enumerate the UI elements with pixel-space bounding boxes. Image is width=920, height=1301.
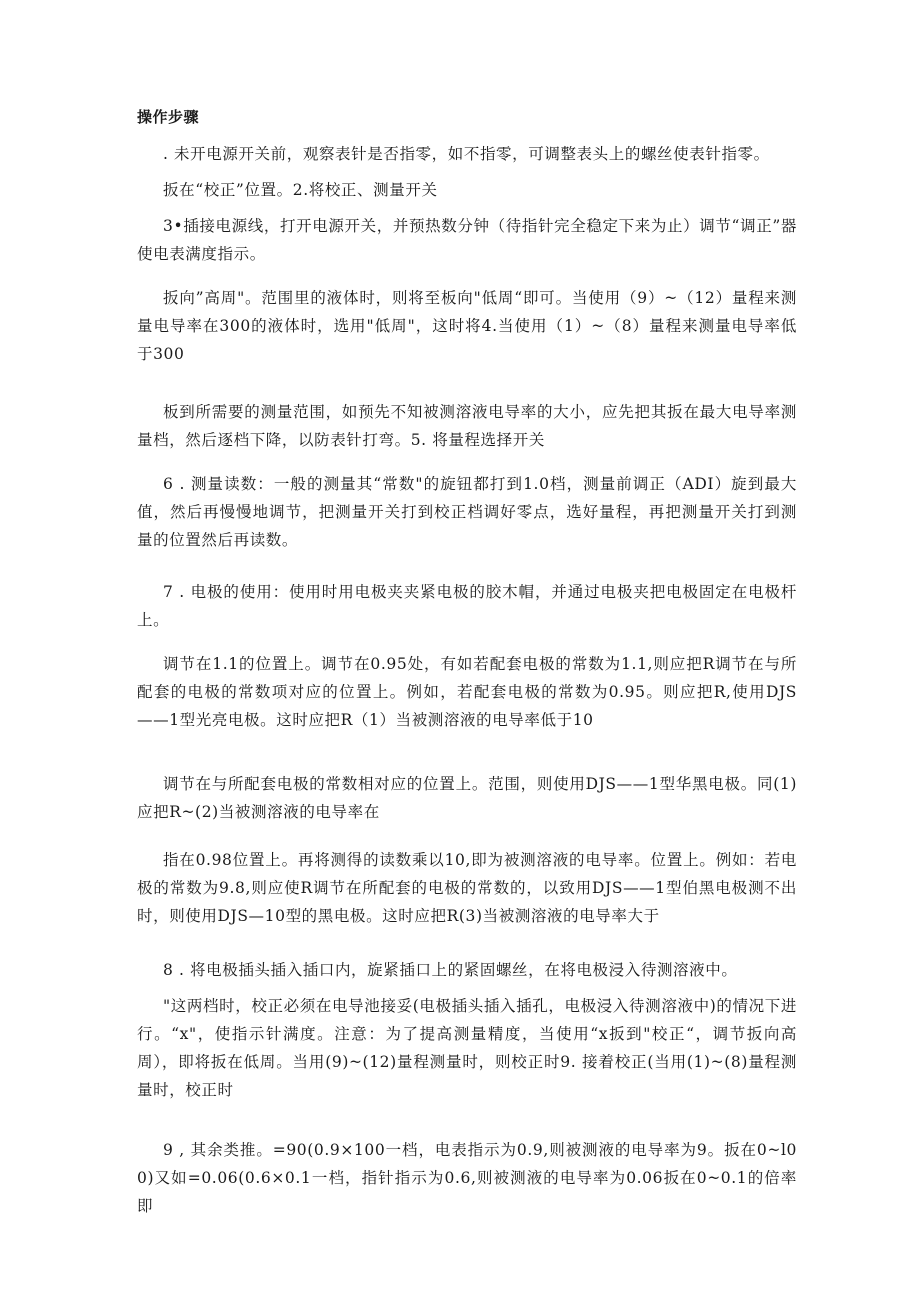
paragraph-electrode-3: 指在0.98位置上。再将测得的读数乘以10,即为被测溶液的电导率。位置上。例如：若电极的常数为9.8,则应使R调节在所配套的电极的常数的，以致用DJS——1型伯黑电极测不出时，则使用DJS—10型的黑电极。这时应把R(3)当被测溶液的电导率大于 bbox=[137, 851, 797, 925]
paragraph-electrode-1: 调节在1.1的位置上。调节在0.95处，有如若配套电极的常数为1.1,则应把R调节在与所配套的电极的常数项对应的位置上。例如，若配套电极的常数为0.95。则应把R,使用DJS——1型光亮电极。这时应把R（1）当被测溶液的电导率低于10 bbox=[137, 655, 797, 729]
paragraph-step-2: 扳在“校正”位置。2.将校正、测量开关 bbox=[163, 181, 438, 199]
paragraph-electrode-2: 调节在与所配套电极的常数相对应的位置上。范围，则使用DJS——1型华黑电极。同(1)应把R~(2)当被测溶液的电导率在 bbox=[137, 775, 797, 821]
paragraph-step-6: 6 . 测量读数：一般的测量其“常数"的旋钮都打到1.0档，测量前调正（ADI）旋到最大值，然后再慢慢地调节，把测量开关打到校正档调好零点，选好量程，再把测量开关打到测量的位置然后再读数。 bbox=[137, 475, 797, 549]
paragraph-step-5: 板到所需要的测量范围，如预先不知被测溶液电导率的大小，应先把其扳在最大电导率测量档，然后逐档下降，以防表针打弯。5. 将量程选择开关 bbox=[137, 403, 797, 449]
section-heading: 操作步骤 bbox=[137, 108, 200, 126]
paragraph-step-3: 3•插接电源线，打开电源开关，并预热数分钟（待指针完全稳定下来为止）调节“调正”器使电表满度指示。 bbox=[137, 217, 797, 263]
paragraph-step-8: 8 . 将电极插头插入插口内，旋紧插口上的紧固螺丝，在将电极浸入待测溶液中。 bbox=[163, 961, 738, 979]
paragraph-step-4: 扳向”高周"。范围里的液体时，则将至板向"低周“即可。当使用（9）~（12）量程来测量电导率在300的液体时，选用"低周"，这时将4.当使用（1）~（8）量程来测量电导率低于300 bbox=[137, 289, 797, 363]
paragraph-step-9: 9 , 其余类推。=90(0.9×100一档，电表指示为0.9,则被测液的电导率为9。扳在0~l00)又如=0.06(0.6×0.1一档，指针指示为0.6,则被测液的电导率为0.06扳在0~0.1的倍率即 bbox=[137, 1141, 797, 1215]
paragraph-step-1: . 未开电源开关前，观察表针是否指零，如不指零，可调整表头上的螺丝使表针指零。 bbox=[163, 145, 770, 163]
paragraph-step-7: 7 . 电极的使用：使用时用电极夹夹紧电极的胶木帽，并通过电极夹把电极固定在电极杆上。 bbox=[137, 583, 797, 629]
paragraph-calibration: "这两档时，校正必须在电导池接妥(电极插头插入插孔，电极浸入待测溶液中)的情况下进行。“x"，使指示针满度。注意：为了提高测量精度，当使用“x扳到"校正“，调节扳向高周），即将扳在低周。当用(9)~(12)量程测量时，则校正时9. 接着校正(当用(1)~(8)量程测量时，校正时 bbox=[137, 997, 797, 1099]
